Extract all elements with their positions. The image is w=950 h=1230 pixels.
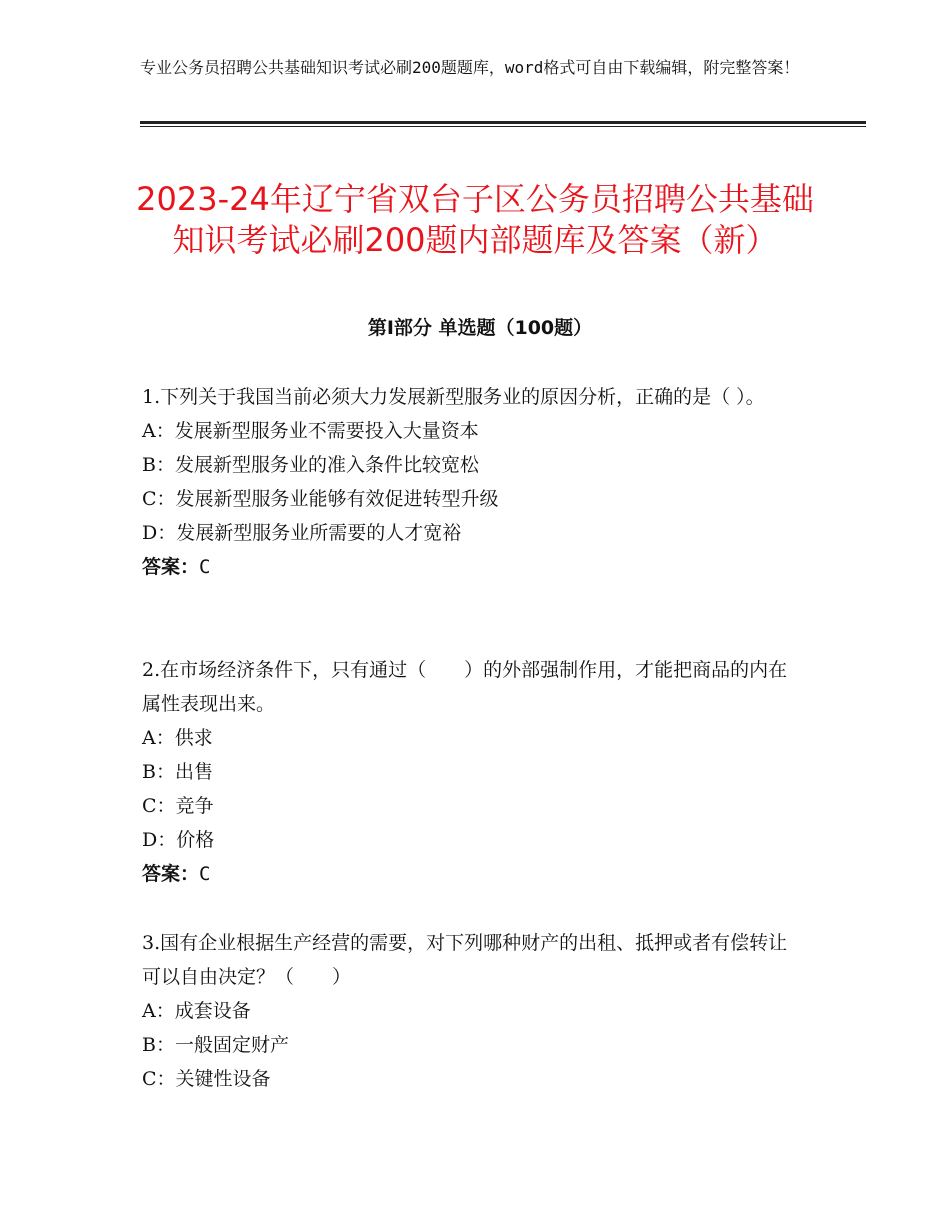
header-divider-thick: [140, 121, 866, 124]
question-stem: 2.在市场经济条件下，只有通过（ ）的外部强制作用，才能把商品的内在属性表现出来。: [142, 659, 788, 715]
question-stem: 1.下列关于我国当前必须大力发展新型服务业的原因分析，正确的是（ ）。: [142, 386, 765, 408]
answer-line: [142, 857, 802, 891]
header-divider-thin: [140, 126, 866, 127]
option-b: B：一般固定财产: [142, 1034, 289, 1056]
answer-label: 答案：: [142, 556, 200, 578]
option-a: A：发展新型服务业不需要投入大量资本: [142, 420, 479, 442]
question-3: [142, 926, 802, 1096]
answer-label: 答案：: [142, 863, 200, 885]
option-b: B：出售: [142, 761, 213, 783]
option-c: C：关键性设备: [142, 1068, 271, 1090]
question-2: [142, 653, 802, 891]
option-a: A：供求: [142, 727, 213, 749]
document-title: 2023-24年辽宁省双台子区公务员招聘公共基础知识考试必刷200题内部题库及答案（新）: [136, 180, 814, 260]
option-a: A：成套设备: [142, 1000, 251, 1022]
option-d: D：价格: [142, 829, 215, 851]
section-heading: 第Ⅰ部分 单选题（100题）: [367, 317, 593, 339]
answer-value: C: [199, 556, 211, 578]
question-1: [142, 380, 802, 584]
answer-line: [142, 550, 802, 584]
option-c: C：发展新型服务业能够有效促进转型升级: [142, 488, 499, 510]
answer-value: C: [199, 863, 211, 885]
option-d: D：发展新型服务业所需要的人才宽裕: [142, 522, 462, 544]
question-stem: 3.国有企业根据生产经营的需要，对下列哪种财产的出租、抵押或者有偿转让可以自由决定？（ ）: [142, 932, 788, 988]
option-b: B：发展新型服务业的准入条件比较宽松: [142, 454, 479, 476]
header-note: 专业公务员招聘公共基础知识考试必刷200题题库，word格式可自由下载编辑，附完整答案！: [140, 58, 800, 77]
option-c: C：竞争: [142, 795, 214, 817]
